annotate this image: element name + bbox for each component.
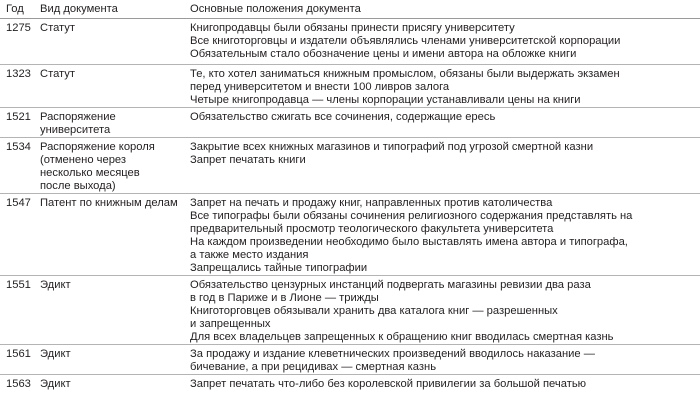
row-type: Эдикт: [40, 279, 71, 291]
provision-item: Закрытие всех книжных магазинов и типографий под угрозой смертной казни: [190, 141, 594, 153]
row-provisions: [186, 141, 700, 167]
row-provisions: [186, 22, 700, 61]
table-row: [0, 19, 700, 65]
provision-item: Обязательство сжигать все сочинения, содержащие ересь: [190, 111, 496, 123]
row-provisions: [186, 68, 700, 107]
row-type: Статут: [40, 68, 76, 80]
table-row: [0, 108, 700, 138]
row-year: 1323: [6, 68, 31, 80]
row-type: Патент по книжным делам: [40, 197, 178, 209]
row-type: Распоряжение университета: [40, 111, 116, 136]
provision-item: Книготорговцев обязывали хранить два каталога книг — разрешенных и запрещенных: [190, 305, 558, 330]
row-year: 1275: [6, 22, 31, 34]
provision-item: Все книготорговцы и издатели объявлялись членами университетской корпорации: [190, 35, 621, 47]
table-row: [0, 375, 700, 403]
header-provisions: Основные положения документа: [190, 3, 361, 15]
row-provisions: [186, 378, 700, 391]
provision-item: Запрет печатать книги: [190, 154, 306, 166]
table-row: [0, 65, 700, 108]
row-type: Распоряжение короля (отменено через несколько месяцев после выхода): [40, 141, 155, 192]
row-year: 1551: [6, 279, 31, 291]
provision-item: Запрещались тайные типографии: [190, 262, 368, 274]
row-type: Эдикт: [40, 378, 71, 390]
row-year: 1561: [6, 348, 31, 360]
provision-item: Четыре книгопродавца — члены корпорации устанавливали цены на книги: [190, 94, 581, 106]
provision-item: На каждом произведении необходимо было выставлять имена автора и типографа, а также место издания: [190, 236, 628, 261]
provision-item: Обязательство цензурных инстанций подвергать магазины ревизии два раза в год в Париже и в Лионе — трижды: [190, 279, 591, 304]
table-row: [0, 345, 700, 375]
row-type: Эдикт: [40, 348, 71, 360]
row-year: 1547: [6, 197, 31, 209]
header-type: Вид документа: [40, 3, 118, 15]
row-provisions: [186, 197, 700, 275]
row-type: Статут: [40, 22, 76, 34]
provision-item: Запрет на печать и продажу книг, направленных против католичества: [190, 197, 553, 209]
provision-item: Для всех владельцев запрещенных к обращению книг вводилась смертная казнь: [190, 331, 614, 343]
provision-item: Те, кто хотел заниматься книжным промыслом, обязаны были выдержать экзамен перед университетом и внести 100 ливров залога: [190, 68, 620, 93]
table-row: [0, 276, 700, 345]
row-provisions: [186, 348, 700, 374]
provision-item: Книгопродавцы были обязаны принести присягу университету: [190, 22, 515, 34]
table-row: [0, 194, 700, 276]
provision-item: Запрет печатать что-либо без королевской привилегии за большой печатью: [190, 378, 587, 390]
header-year: Год: [6, 3, 24, 15]
row-year: 1521: [6, 111, 31, 123]
row-provisions: [186, 111, 700, 124]
provision-item: Обязательным стало обозначение цены и имени автора на обложке книги: [190, 48, 577, 60]
table-header: [0, 0, 700, 19]
row-year: 1563: [6, 378, 31, 390]
row-provisions: [186, 279, 700, 344]
provision-item: Все типографы были обязаны сочинения религиозного содержания представлять на предварительный просмотр теологического факультета университета: [190, 210, 633, 235]
table-row: [0, 138, 700, 194]
row-year: 1534: [6, 141, 31, 153]
provision-item: За продажу и издание клеветнических произведений вводилось наказание — бичевание, а при рецидивах — смертная казнь: [190, 348, 595, 373]
